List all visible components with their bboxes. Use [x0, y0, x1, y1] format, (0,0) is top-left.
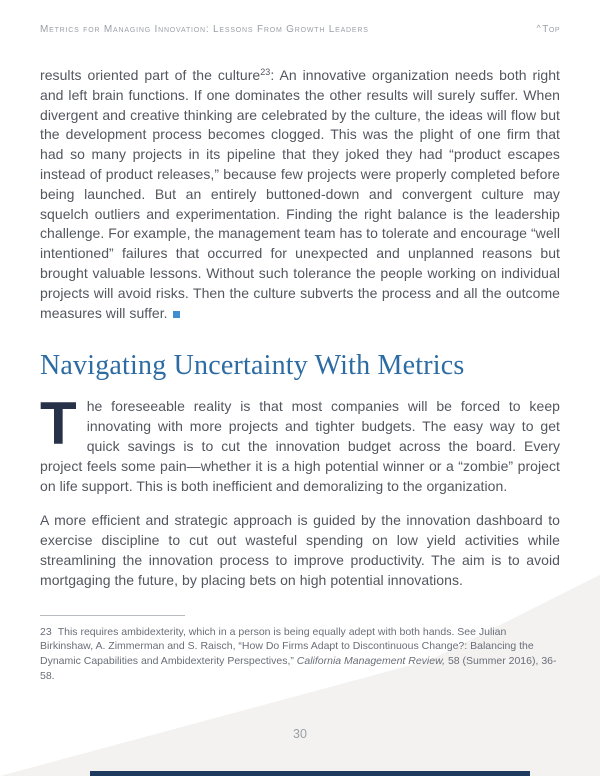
- drop-cap-letter: T: [40, 390, 77, 458]
- paragraph-approach: A more efficient and strategic approach is guided by the innovation dashboard to exercise discipline to cut out wasteful spending on low yield activities while streamlining the innovation process to improve productivity. The aim is to avoid mortgaging the future, by placing bets on high potential innovations.: [40, 512, 560, 588]
- footnote: [40, 625, 560, 684]
- running-header-title: Metrics for Managing Innovation: Lessons From Growth Leaders: [40, 24, 369, 35]
- paragraph-foreseeable: [40, 390, 560, 496]
- paragraph-culture-text-pre: results oriented part of the culture: [40, 67, 261, 83]
- paragraph-foreseeable-text: he foreseeable reality is that most companies will be forced to keep innovating with more projects and tighter budgets. The easy way to get quick savings is to cut the innovation budget across the board. Every project feels some pain—whether it is a high potential winner or a “zombie” project on life support. This is both inefficient and demoralizing to the organization.: [40, 398, 560, 494]
- footnote-number: 23: [40, 625, 52, 638]
- paragraph-culture: [40, 66, 560, 323]
- footnote-text-pre: This requires ambidexterity, which in a person is being equally adept with both hands. See Julian Birkinshaw, A. Zimmerman and S. Raisch, “How Do Firms Adapt to Discontinuous Change?: Balancing the Dynamic Capabilities and Ambidexterity Perspectives,”: [40, 625, 534, 668]
- footnote-reference: 23: [260, 67, 271, 77]
- end-of-section-marker: [173, 311, 180, 318]
- paragraph-culture-text-post: : An innovative organization needs both right and left brain functions. If one dominates the other results will surely suffer. When divergent and creative thinking are celebrated by the culture, the ideas will flow but the development process becomes clogged. This was the plight of one firm that had so many projects in its pipeline that they joked they had “product escapes instead of product releases,” because few projects were properly completed before being launched. But an entirely buttoned-down and convergent culture may squelch outliers and experimentation. Finding the right balance is the leadership challenge. For example, the management team has to tolerate and encourage “well intentioned” failures that occurred for unexpected and unplanned reasons but brought valuable lessons. Without such tolerance the people working on individual projects will avoid risks. Then the culture subverts the process and all the outcome measures will suffer.: [40, 67, 561, 321]
- caret-up-icon: ^: [536, 23, 542, 33]
- footnote-journal-title: California Management Review,: [296, 655, 446, 668]
- section-heading: Navigating Uncertainty With Metrics: [40, 350, 465, 382]
- bottom-navy-bar: [90, 771, 530, 776]
- page-content: [40, 66, 560, 684]
- back-to-top-label: Top: [542, 24, 560, 35]
- footnote-separator-rule: [40, 615, 185, 616]
- footnote-text-post: 58 (Summer 2016), 36-58.: [40, 655, 557, 682]
- page-header: [40, 24, 560, 35]
- page-number: 30: [293, 727, 307, 741]
- back-to-top-link[interactable]: [537, 24, 560, 35]
